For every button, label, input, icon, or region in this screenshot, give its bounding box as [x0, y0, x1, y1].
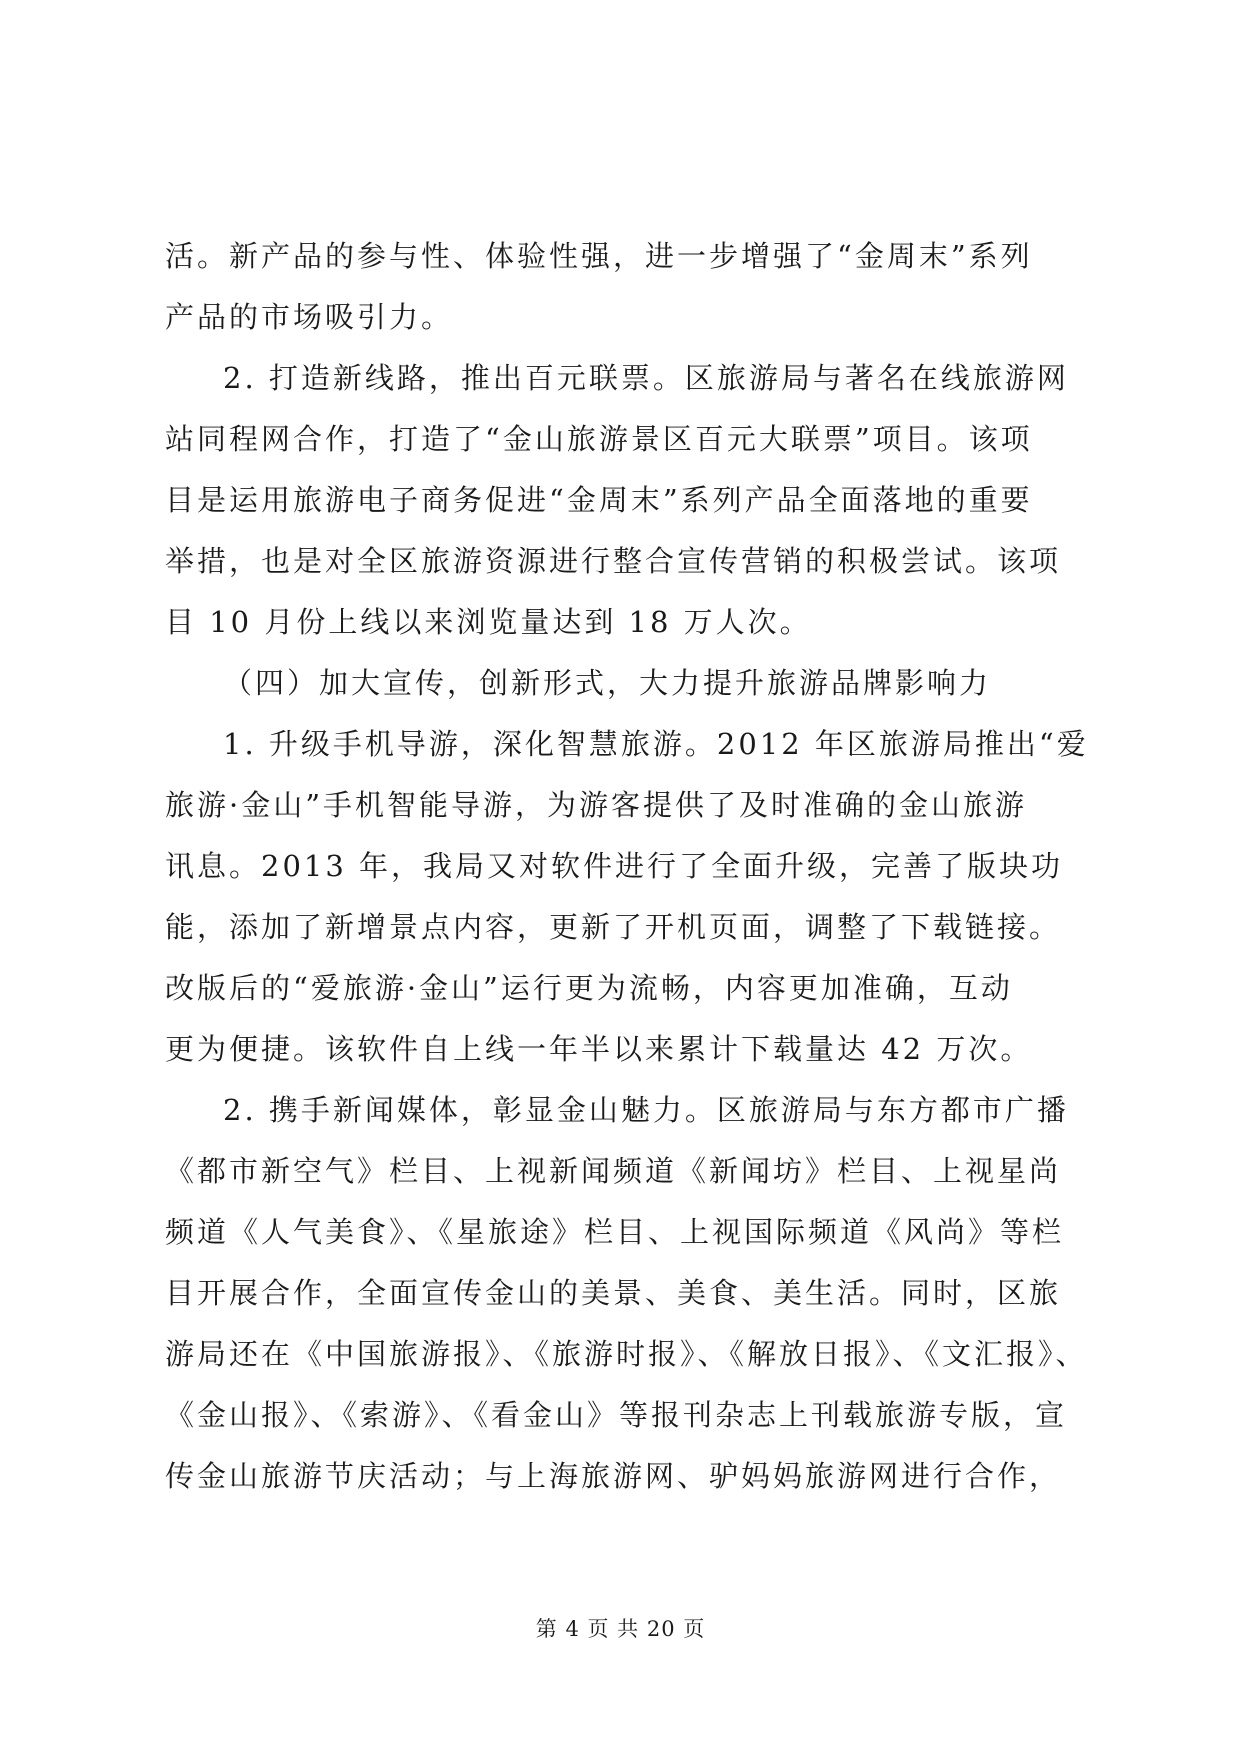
body-line: 举措，也是对全区旅游资源进行整合宣传营销的积极尝试。该项	[165, 544, 1062, 578]
section-heading: （四）加大宣传，创新形式，大力提升旅游品牌影响力	[223, 666, 992, 700]
body-line: 目是运用旅游电子商务促进“金周末”系列产品全面落地的重要	[165, 483, 1033, 517]
body-line: 2. 携手新闻媒体，彰显金山魅力。区旅游局与东方都市广播	[223, 1093, 1069, 1127]
body-line: 旅游·金山”手机智能导游，为游客提供了及时准确的金山旅游	[165, 788, 1028, 822]
body-line: 2. 打造新线路，推出百元联票。区旅游局与著名在线旅游网	[223, 361, 1069, 395]
body-line: 目开展合作，全面宣传金山的美景、美食、美生活。同时，区旅	[165, 1276, 1062, 1310]
body-line: 目 10 月份上线以来浏览量达到 18 万人次。	[165, 605, 812, 639]
body-line: 更为便捷。该软件自上线一年半以来累计下载量达 42 万次。	[165, 1032, 1033, 1066]
body-line: 1. 升级手机导游，深化智慧旅游。2012 年区旅游局推出“爱	[223, 727, 1089, 761]
body-line: 频道《人气美食》、《星旅途》栏目、上视国际频道《风尚》等栏	[165, 1215, 1065, 1249]
page-number-footer: 第 4 页 共 20 页	[535, 1617, 706, 1641]
body-line: 传金山旅游节庆活动；与上海旅游网、驴妈妈旅游网进行合作，	[165, 1459, 1062, 1493]
body-line: 《都市新空气》栏目、上视新闻频道《新闻坊》栏目、上视星尚	[165, 1154, 1062, 1188]
body-line: 改版后的“爱旅游·金山”运行更为流畅，内容更加准确，互动	[165, 971, 1013, 1005]
document-body	[165, 226, 1089, 1507]
body-line: 站同程网合作，打造了“金山旅游景区百元大联票”项目。该项	[165, 422, 1033, 456]
body-line: 讯息。2013 年，我局又对软件进行了全面升级，完善了版块功	[165, 849, 1064, 883]
body-line: 产品的市场吸引力。	[165, 300, 454, 334]
body-line: 能，添加了新增景点内容，更新了开机页面，调整了下载链接。	[165, 910, 1062, 944]
body-line: 游局还在《中国旅游报》、《旅游时报》、《解放日报》、《文汇报》、	[165, 1337, 1088, 1371]
body-line: 《金山报》、《索游》、《看金山》等报刊杂志上刊载旅游专版，宣	[165, 1398, 1068, 1432]
body-line: 活。新产品的参与性、体验性强，进一步增强了“金周末”系列	[165, 239, 1033, 273]
